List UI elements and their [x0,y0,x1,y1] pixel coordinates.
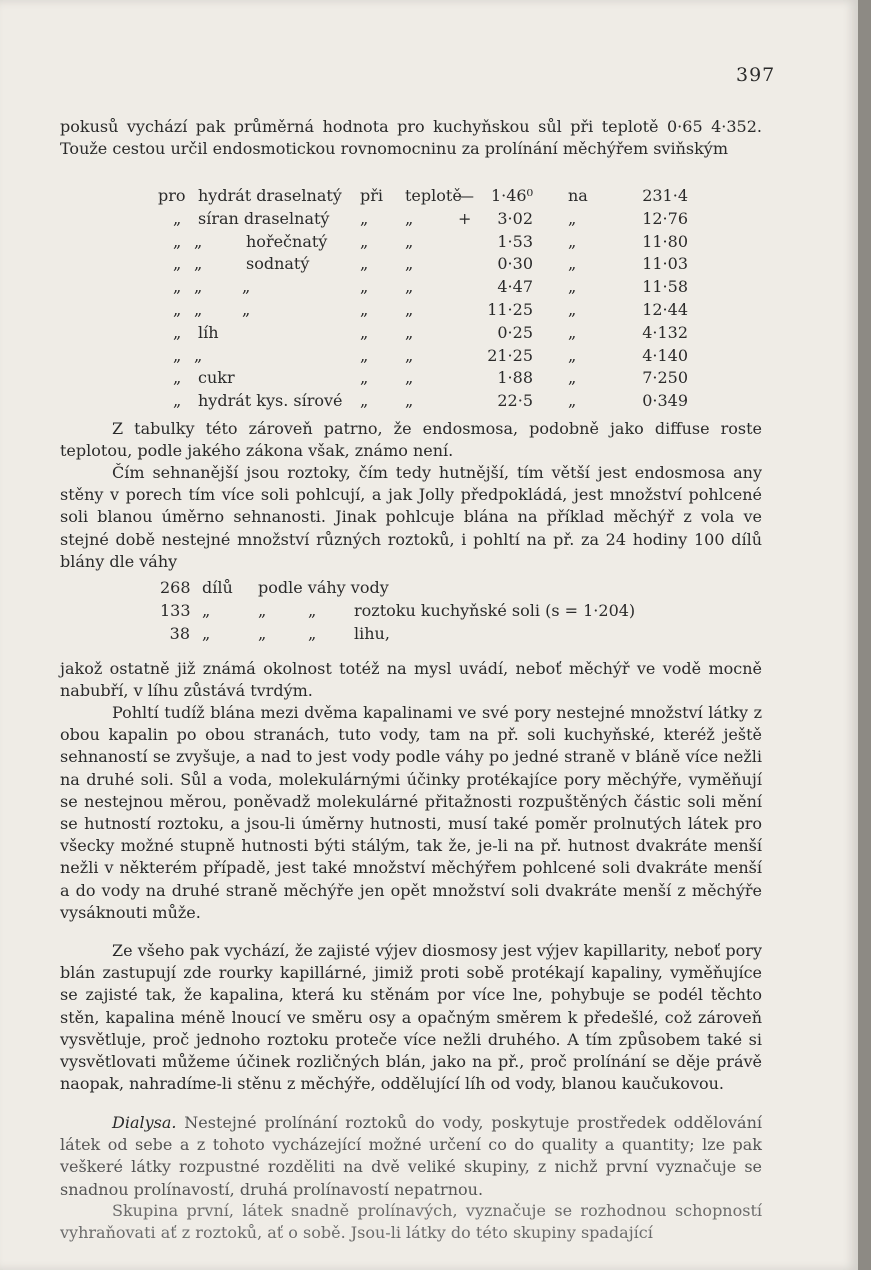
ditto-mark: „ [360,322,369,342]
endosmotic-value: 11·58 [642,277,688,297]
absorption-row [160,578,700,601]
dialysis-heading: Dialysa. [112,1113,177,1132]
endosmotic-value: 0·349 [642,391,688,411]
dil-label: dílů [202,578,233,597]
temperature-value: 0·25 [497,322,533,342]
ditto-mark: „ [173,277,182,297]
ditto-mark: „ [194,231,203,251]
ditto-mark: „ [242,277,251,297]
substance-name: sodnatý [246,254,310,274]
endosmotic-value: 11·80 [642,231,688,251]
absorbed-amount: 133 [160,600,191,620]
substance-text: roztoku kuchyňské soli (s = 1·204) [354,600,636,620]
ditto-mark: „ [173,208,182,228]
ditto-mark: „ [405,391,414,411]
table-row [158,323,718,346]
ditto-mark: „ [202,623,211,643]
substance-name: hořečnatý [246,231,328,251]
substance-name: hydrát draselnatý [198,186,342,205]
temperature-value: 1·88 [497,368,533,388]
ditto-mark: „ [173,345,182,365]
ditto-mark: „ [194,345,203,365]
ditto-mark: „ [173,254,182,274]
ditto-mark: „ [194,254,203,274]
table-row [158,186,718,209]
ditto-mark: „ [360,277,369,297]
pro-label: pro [158,186,186,205]
substance-name: cukr [198,368,235,388]
page-edge [858,0,871,1270]
temperature-value: 1·53 [497,231,533,251]
ditto-mark: „ [258,623,267,643]
intro-paragraph: pokusů vychází pak průměrná hodnota pro kuchyňskou sůl při teplotě 0·65 4·352. Touže cestou určil endosmotickou rovnomocninu za prolínání měchýřem sviňským [60,117,762,159]
absorbed-amount: 38 [169,623,190,643]
ditto-mark: „ [568,391,577,411]
paragraph-table-conclusion: Z tabulky této zároveň patrno, že endosmosa, podobně jako diffuse roste teplotou, podle jakého zákona však, známo není. [60,419,762,461]
ditto-mark: „ [405,368,414,388]
ditto-mark: „ [568,208,577,228]
ditto-mark: „ [360,345,369,365]
ditto-mark: „ [308,600,317,620]
page-number: 397 [736,64,776,86]
dialysis-text: Nestejné prolínání roztoků do vody, poskytuje prostředek oddělování látek od sebe a z tohoto vycházející možné určení co do quality a quantity; lze pak veškeré látky rozpustné rozděliti na dvě veliké skupiny, z nichž první vyznačuje se snadnou prolínavostí, druhá prolínavostí nepatrnou. [60,1113,762,1199]
ditto-mark: „ [258,600,267,620]
ditto-mark: „ [568,345,577,365]
ditto-mark: „ [568,254,577,274]
ditto-mark: „ [173,299,182,319]
table-row [158,391,718,414]
endosmotic-value: 12·76 [642,208,688,228]
paragraph-group-one: Skupina první, látek snadně prolínavých, vyznačuje se rozhodnou schopností vyhraňovati ať z roztoků, ať o sobě. Jsou-li látky do této skupiny spadající [60,1201,762,1243]
temperature-value: 11·25 [487,299,533,319]
absorbed-amount: 268 [160,578,191,597]
temperature-value: 1·46⁰ [490,186,533,205]
ditto-mark: „ [360,208,369,228]
endosmotic-value: 231·4 [642,186,688,205]
endosmotic-value: 12·44 [642,299,688,319]
endosmotic-value: 7·250 [642,368,688,388]
substance-name: líh [198,322,219,342]
ditto-mark: „ [360,254,369,274]
substance-text: podle váhy vody [258,578,389,597]
ditto-mark: „ [242,299,251,319]
table-row [158,209,718,232]
temperature-value: 21·25 [487,345,533,365]
substance-name: síran draselnatý [198,208,330,228]
ditto-mark: „ [405,322,414,342]
absorption-row [160,601,700,624]
absorption-row [160,624,700,647]
table-row [158,277,718,300]
endosmotic-value: 4·132 [642,322,688,342]
ditto-mark: „ [568,299,577,319]
ditto-mark: „ [405,277,414,297]
ditto-mark: „ [194,277,203,297]
ditto-mark: „ [405,254,414,274]
paragraph-concentration: Čím sehnanější jsou roztoky, čím tedy hutnější, tím větší jest endosmosa any stěny v porech tím více soli pohlcují, a jak Jolly předpokládá, jest množství pohlcené soli blanou úměrno sehnanosti. Jinak pohlcuje blána na příklad měchýř z vola ve stejné době nestejné množství různých roztoků, i pohltí na př. za 24 hodiny 100 dílů blány dle váhy [60,463,762,571]
paragraph-capillarity: Ze všeho pak vychází, že zajisté výjev diosmosy jest výjev kapillarity, neboť pory blán zastupují zde rourky kapillárné, jimiž proti sobě protékají kapaliny, vyměňujíce se zajisté tak, že kapalina, která ku stěnám por více lne, pohybuje se podél těchto stěn, kapalina méně lnoucí ve směru osy a opačným směrem k předešlé, což zároveň vysvětluje, proč jednoho roztoku proteče více nežli druhého. A tím způsobem také si vysvětlovati můžeme účinek rozličných blán, jako na př., proč prolínání se děje právě naopak, nahradíme-li stěnu z měchýře, oddělující líh od vody, blanou kaučukovou. [60,941,762,1094]
temperature-value: 0·30 [497,254,533,274]
ditto-mark: „ [568,368,577,388]
paragraph-membrane: Pohltí tudíž blána mezi dvěma kapalinami ve své pory nestejné množství látky z obou kapalin po obou stranách, tuto vody, tam na př. soli kuchyňské, kteréž ještě sehnaností se zvyšuje, a nad to jest vody podle váhy po jedné straně v bláně více nežli na druhé soli. Sůl a voda, molekulárnými účinky protékajíce pory měchýře, vyměňují se nestejnou měrou, poněvadž molekulárné přitažnosti rozpuštěných částic soli mění se hutností roztoku, a jsou-li úměrny hutnosti, musí také poměr prolnutých látek pro všecky možné stupně hutnosti býti stálým, tak že, je-li na př. hutnost dvakráte menší nežli v některém případě, jest také množství měchýřem pohlcené soli dvakráte menší a do vody na druhé straně měchýře jen opět množství soli dvakráte menší z měchýře vysáknouti může. [60,703,762,922]
temperature-value: 22·5 [497,391,533,411]
table-row [158,346,718,369]
endosmotic-value: 4·140 [642,345,688,365]
sign-mark: + [458,208,472,228]
ditto-mark: „ [173,231,182,251]
endosmosis-table [158,186,718,414]
table-row [158,300,718,323]
ditto-mark: „ [173,391,182,411]
ditto-mark: „ [173,322,182,342]
ditto-mark: „ [202,600,211,620]
ditto-mark: „ [405,208,414,228]
absorption-list [160,578,700,646]
pri-label: při [360,186,384,205]
substance-text: lihu, [354,623,390,643]
table-row [158,368,718,391]
table-row [158,232,718,255]
ditto-mark: „ [194,299,203,319]
endosmotic-value: 11·03 [642,254,688,274]
temperature-value: 4·47 [497,277,533,297]
ditto-mark: „ [405,231,414,251]
temperature-value: 3·02 [497,208,533,228]
ditto-mark: „ [568,231,577,251]
sign-mark: — [458,186,474,205]
ditto-mark: „ [405,345,414,365]
ditto-mark: „ [360,299,369,319]
ditto-mark: „ [360,231,369,251]
paragraph-dialysis [60,1112,762,1201]
ditto-mark: „ [360,368,369,388]
table-row [158,254,718,277]
ditto-mark: „ [568,322,577,342]
ditto-mark: „ [405,299,414,319]
substance-name: hydrát kys. sírové [198,391,343,411]
na-label: na [568,186,588,205]
teplote-label: teplotě [405,186,462,205]
ditto-mark: „ [360,391,369,411]
paragraph-swelling: jakož ostatně již známá okolnost totéž na mysl uvádí, neboť měchýř ve vodě mocně nabubří, v líhu zůstává tvrdým. [60,659,762,701]
ditto-mark: „ [173,368,182,388]
ditto-mark: „ [568,277,577,297]
ditto-mark: „ [308,623,317,643]
